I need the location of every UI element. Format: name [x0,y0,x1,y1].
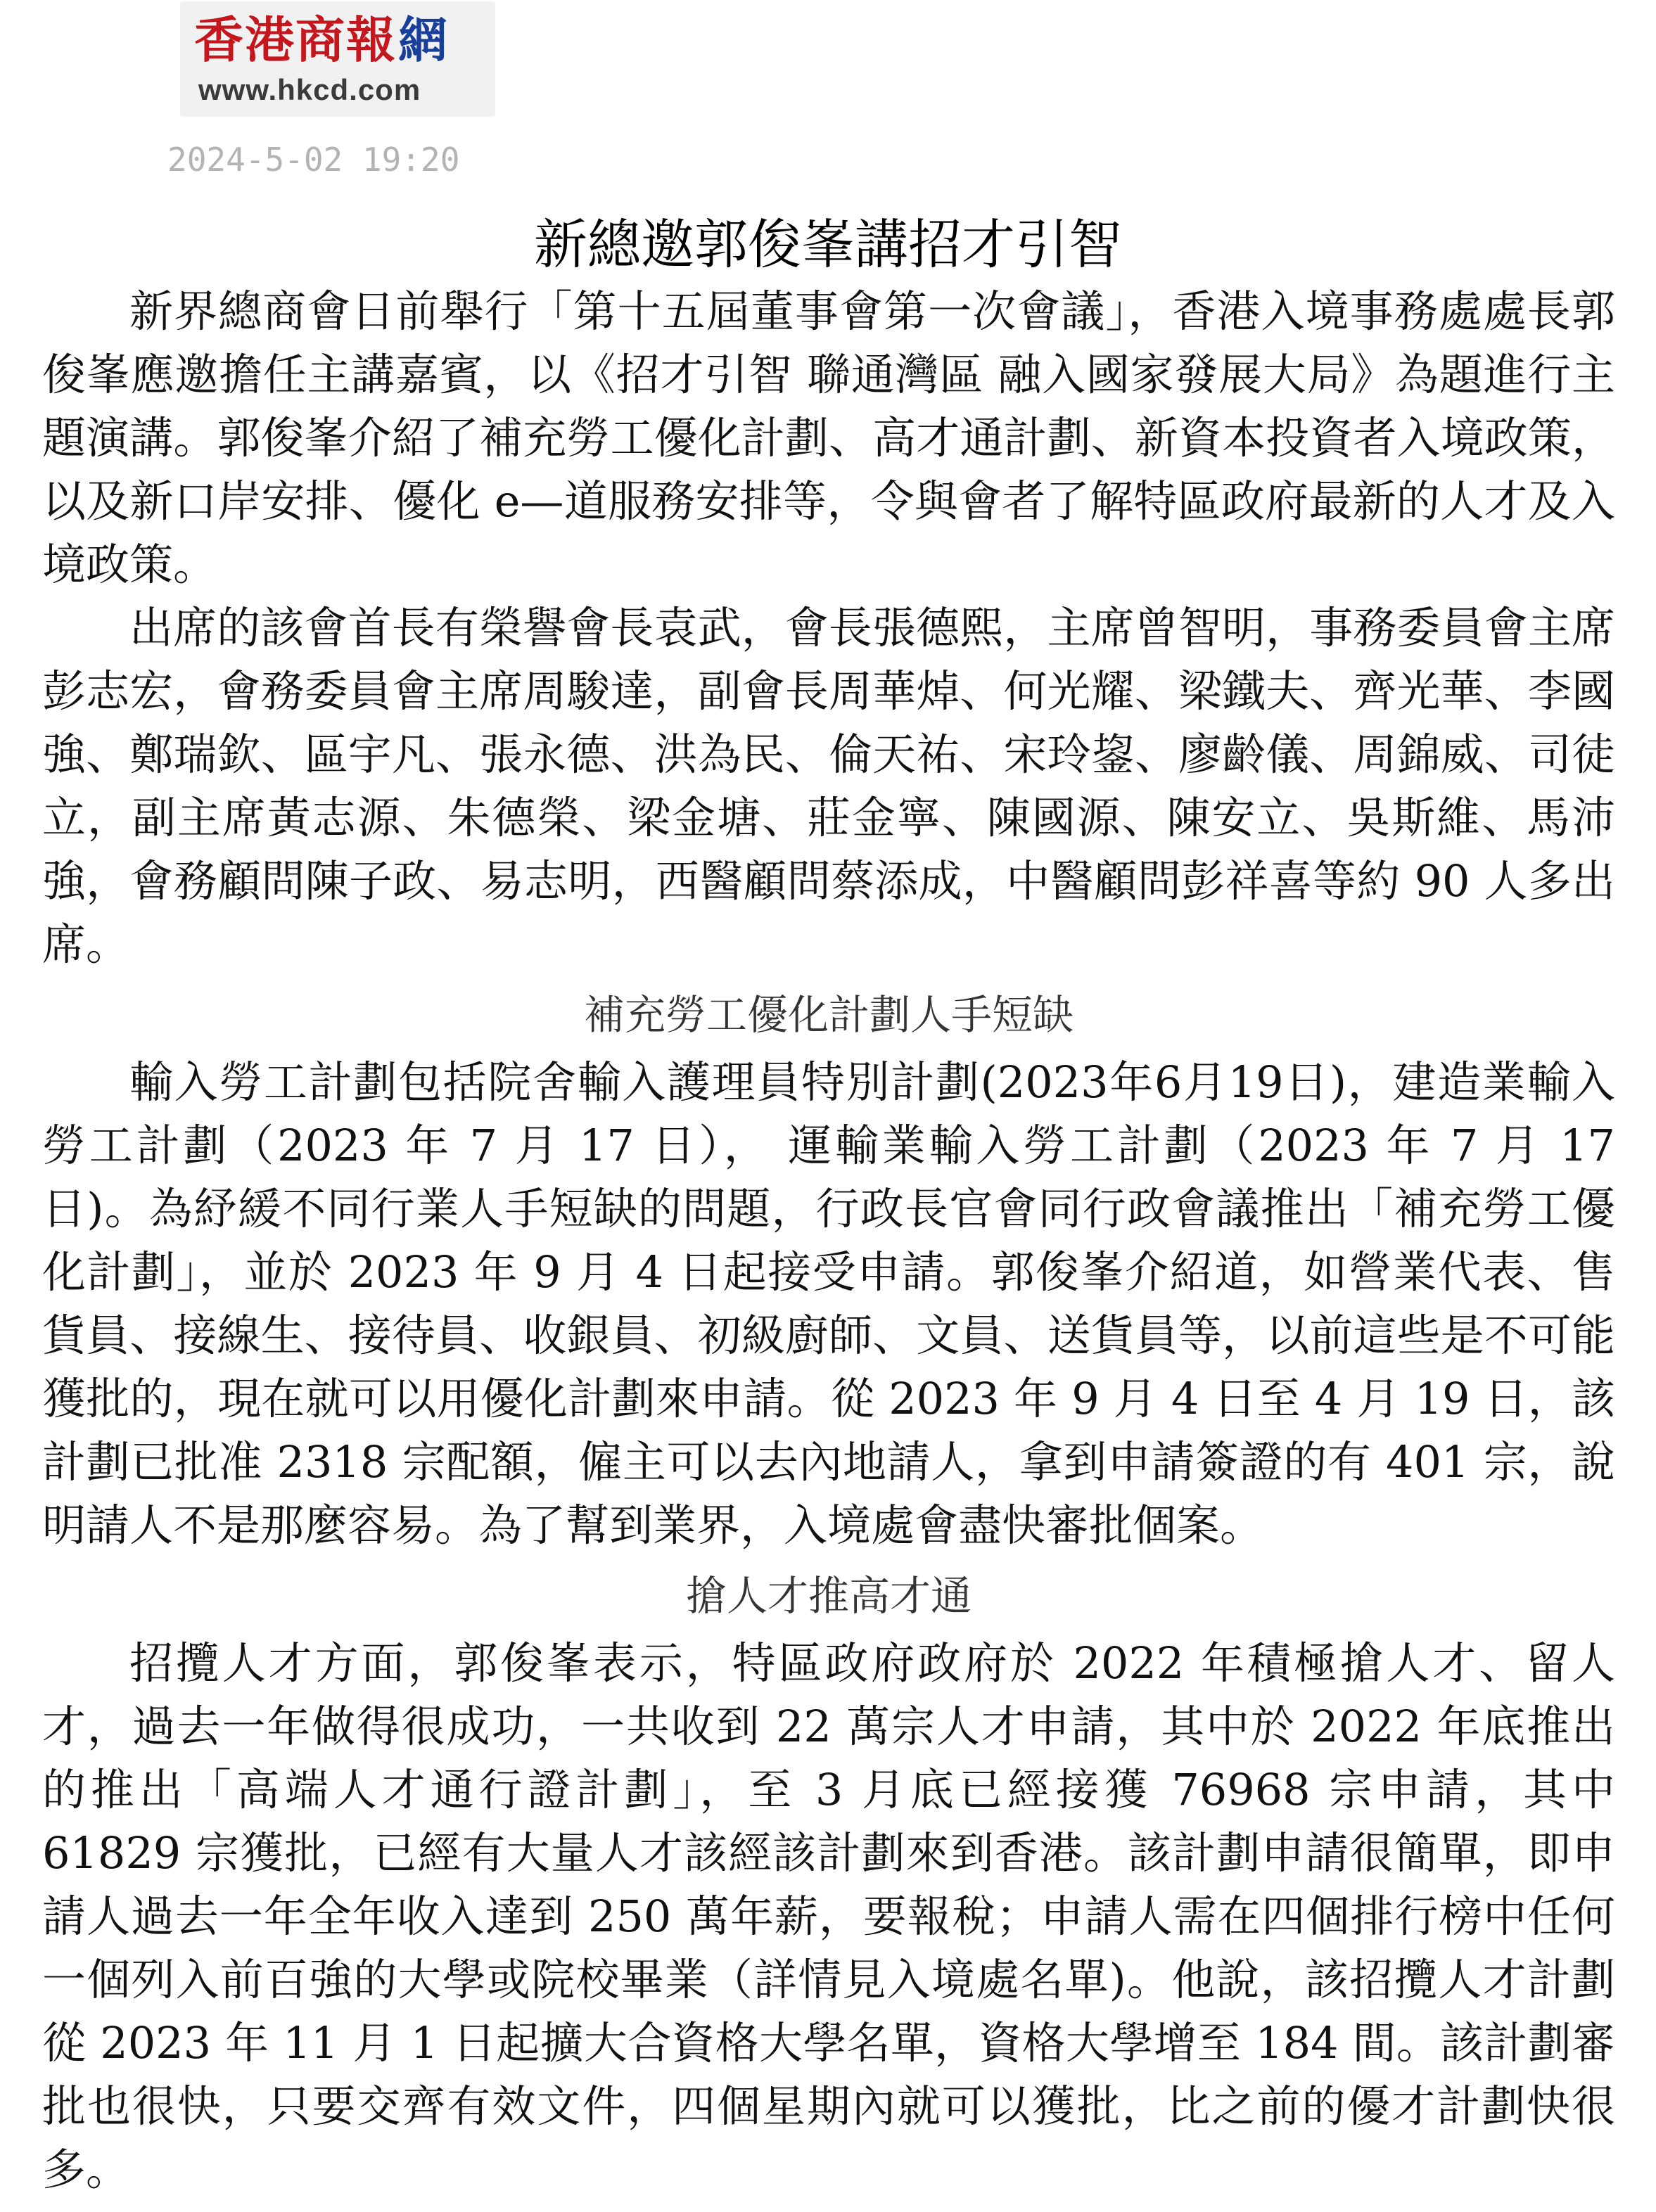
article-title: 新總邀郭俊峯講招才引智 [534,213,1122,276]
publish-timestamp: 2024-5-02 19:20 [167,141,460,179]
article-paragraph: 出席的該會首長有榮譽會長袁武，會長張德熙，主席曾智明，事務委員會主席彭志宏，會務委員會主席周駿達，副會長周華焯、何光耀、梁鐵夫、齊光華、李國強、鄭瑞欽、區宇凡、張永德、洪為民、倫天祐、宋玲鋆、廖齡儀、周錦威、司徒立，副主席黃志源、朱德榮、梁金塘、莊金寧、陳國源、陳安立、吳斯維、馬沛強，會務顧問陳子政、易志明，西醫顧問蔡添成，中醫顧問彭祥喜等約 90 人多出席。 [42,602,1615,970]
logo-text: 香港商報 [194,11,397,69]
section-heading: 補充勞工優化計劃人手短缺 [583,991,1074,1039]
article-paragraph: 新界總商會日前舉行「第十五屆董事會第一次會議」，香港入境事務處處長郭俊峯應邀擔任主講嘉賓，以《招才引智 聯通灣區 融入國家發展大局》為題進行主題演講。郭俊峯介紹了補充勞工優化計劃、高才通計劃、新資本投資者入境政策，以及新口岸安排、優化 e—道服務安排等，令與會者了解特區政府最新的人才及入境政策。 [42,286,1615,590]
article-paragraph: 招攬人才方面，郭俊峯表示，特區政府政府於 2022 年積極搶人才、留人才，過去一年做得很成功，一共收到 22 萬宗人才申請，其中於 2022 年底推出的推出「高端人才通行證計劃」，至 3 月底已經接獲 76968 宗申請，其中 61829 宗獲批，已經有大量人才該經該計劃來到香港。該計劃申請很簡單，即申請人過去一年全年收入達到 250 萬年薪，要報稅；申請人需在四個排行榜中任何一個列入前百強的大學或院校畢業（詳情見入境處名單)。他說，該招攬人才計劃從 2023 年 11 月 1 日起擴大合資格大學名單，資格大學增至 184 間。該計劃審批也很快，只要交齊有效文件，四個星期內就可以獲批，比之前的優才計劃快很多。 [42,1637,1615,2195]
logo-url: www.hkcd.com [198,73,421,106]
logo-wang: 網 [398,11,449,69]
section-heading: 搶人才推高才通 [685,1572,972,1620]
site-logo[interactable] [180,1,495,117]
article-paragraph: 輸入勞工計劃包括院舍輸入護理員特別計劃(2023年6月19日)，建造業輸入勞工計劃（2023 年 7 月 17 日）， 運輸業輸入勞工計劃（2023 年 7 月 17 日)。為紓緩不同行業人手短缺的問題，行政長官會同行政會議推出「補充勞工優化計劃」，並於 2023 年 9 月 4 日起接受申請。郭俊峯介紹道，如營業代表、售貨員、接線生、接待員、收銀員、初級廚師、文員、送貨員等，以前這些是不可能獲批的，現在就可以用優化計劃來申請。從 2023 年 9 月 4 日至 4 月 19 日，該計劃已批准 2318 宗配額，僱主可以去內地請人，拿到申請簽證的有 401 宗，說明請人不是那麼容易。為了幫到業界，入境處會盡快審批個案。 [42,1056,1615,1551]
article-body [42,280,1615,2201]
logo-wordmark [194,11,449,69]
